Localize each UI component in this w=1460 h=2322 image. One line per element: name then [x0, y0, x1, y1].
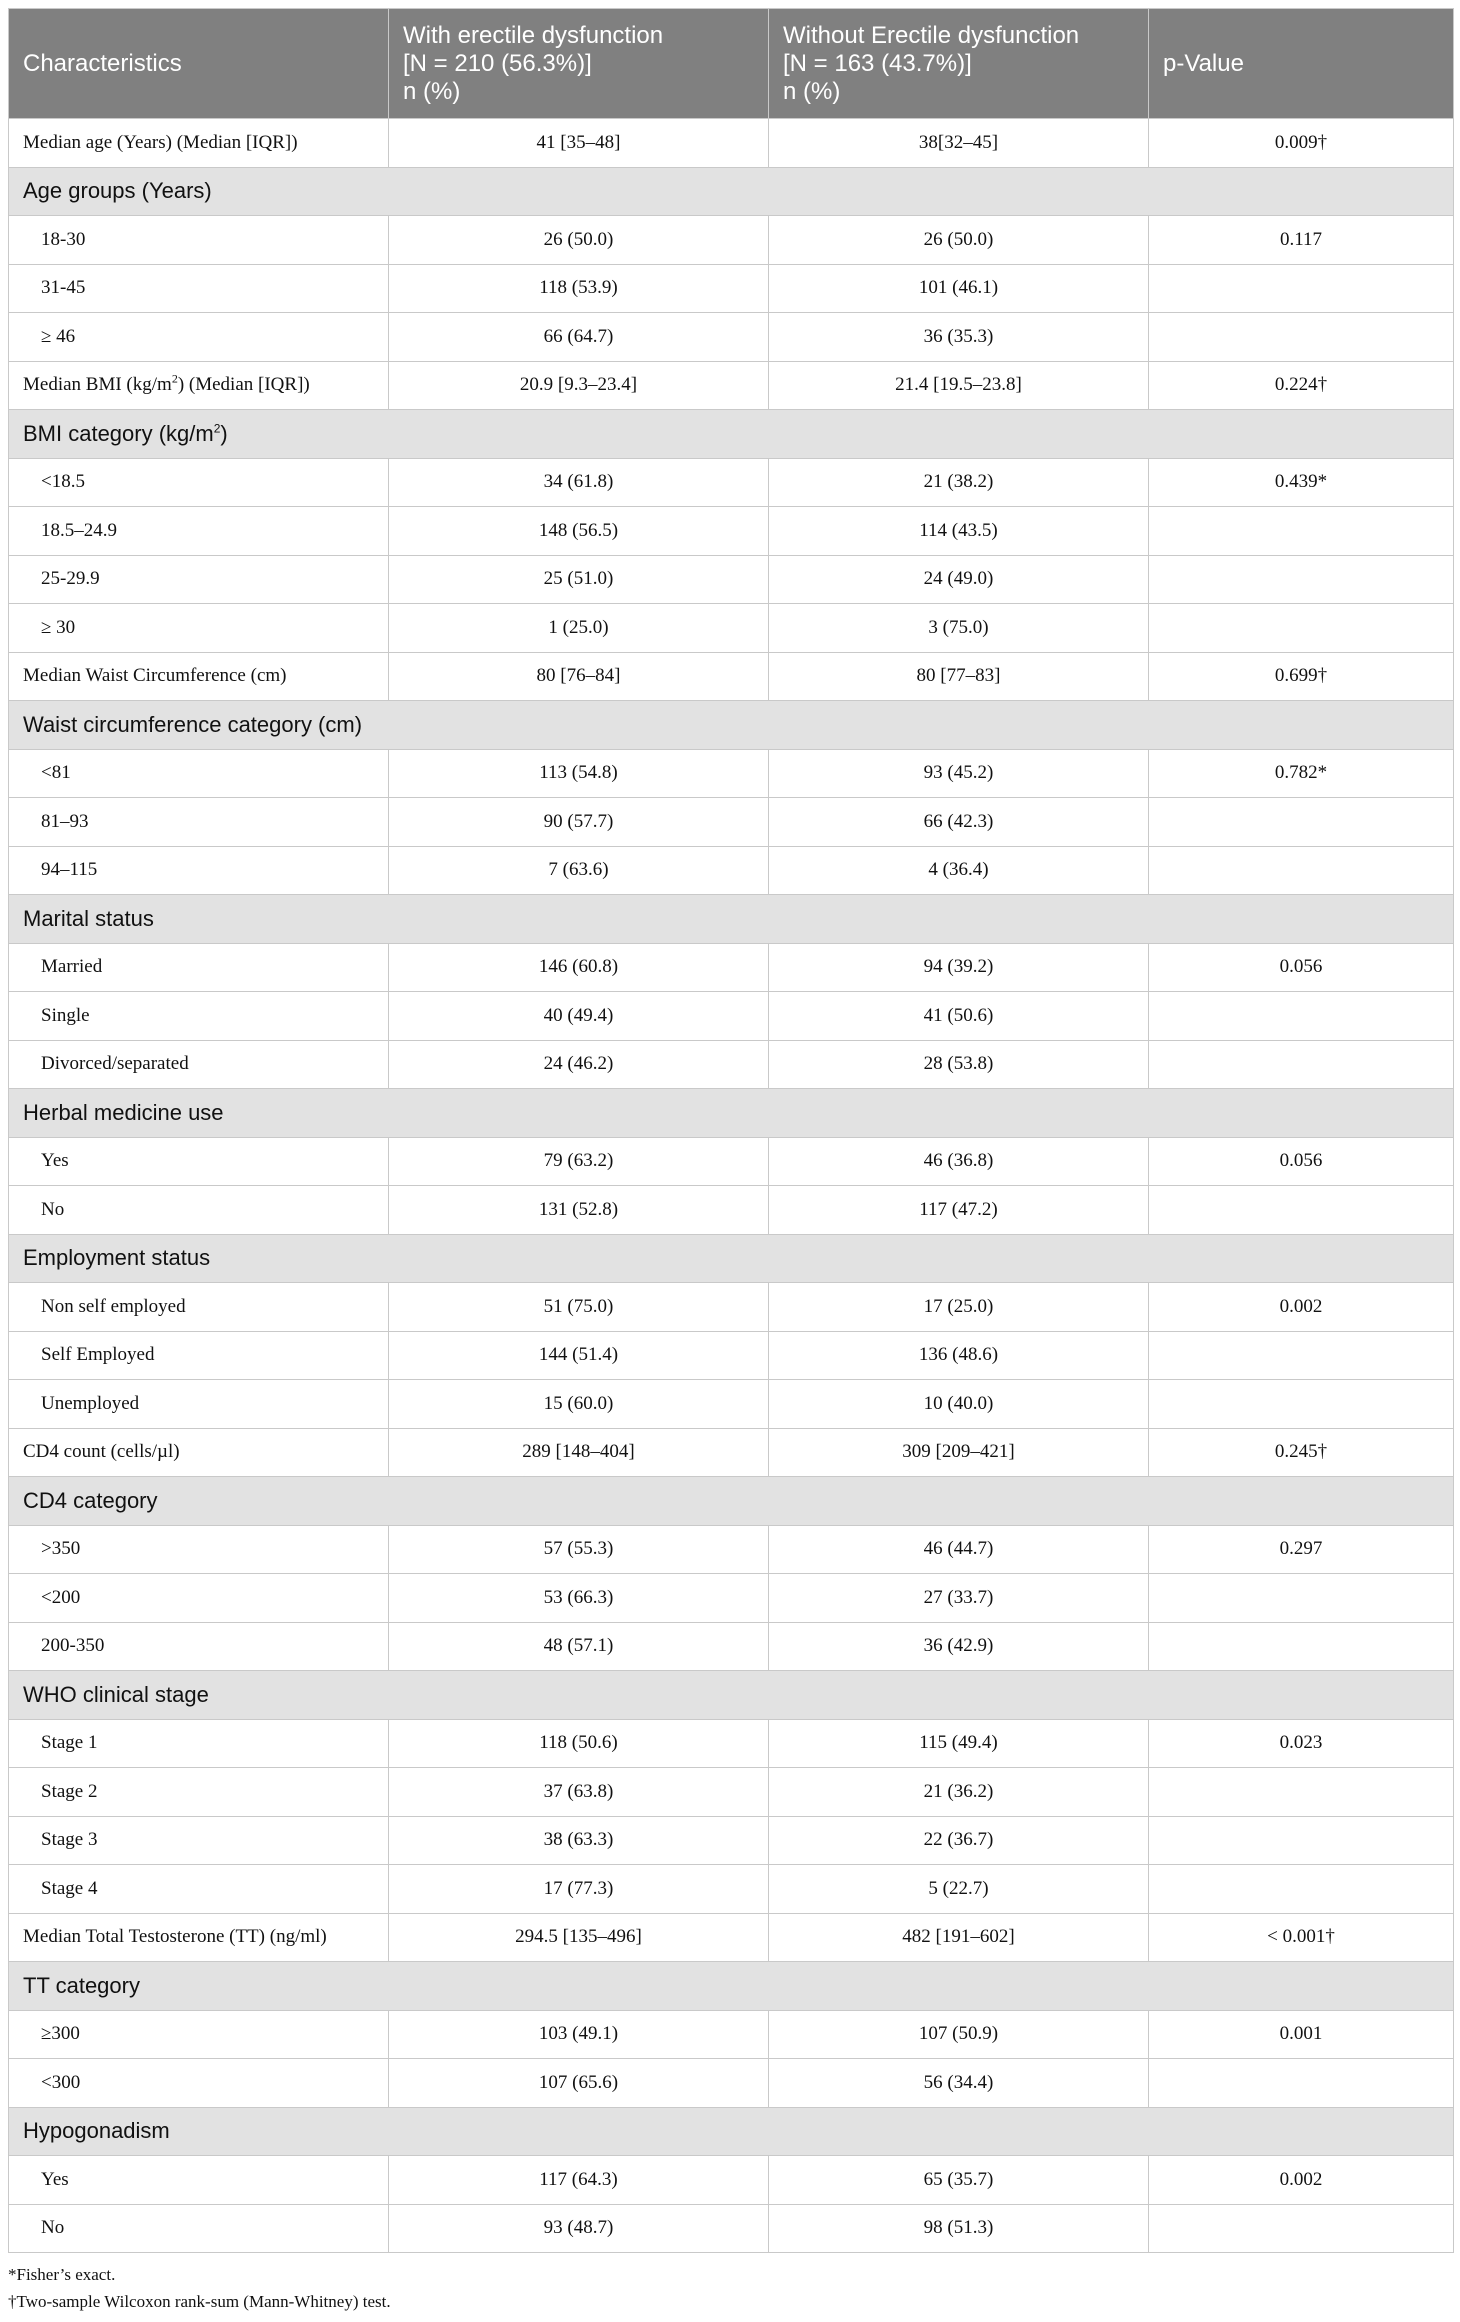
p-value-cell: [1149, 2059, 1454, 2108]
category-row: [9, 895, 1454, 944]
category-label: [9, 895, 1454, 944]
without-ed-cell: 22 (36.7): [769, 1816, 1149, 1865]
p-value-cell: [1149, 555, 1454, 604]
with-ed-cell: 25 (51.0): [389, 555, 769, 604]
without-ed-cell: 107 (50.9): [769, 2010, 1149, 2059]
row-label-text: Waist circumference category (cm): [23, 711, 363, 737]
table-body: [9, 119, 1454, 2253]
category-row: [9, 167, 1454, 216]
without-ed-cell: 5 (22.7): [769, 1865, 1149, 1914]
p-value-cell: 0.002: [1149, 1283, 1454, 1332]
category-row: [9, 2107, 1454, 2156]
subgroup-row: [9, 1331, 1454, 1380]
row-label-text: Unemployed: [41, 1392, 140, 1414]
with-ed-cell: 118 (53.9): [389, 264, 769, 313]
with-ed-cell: 41 [35–48]: [389, 119, 769, 168]
footnote-fisher: *Fisher’s exact.: [8, 2265, 116, 2284]
row-label: [9, 1186, 389, 1235]
category-label: [9, 1962, 1454, 2011]
p-value-cell: [1149, 846, 1454, 895]
without-ed-cell: 98 (51.3): [769, 2204, 1149, 2253]
row-label: [9, 1913, 389, 1962]
p-value-cell: 0.056: [1149, 943, 1454, 992]
row-label: [9, 1768, 389, 1817]
without-ed-cell: 24 (49.0): [769, 555, 1149, 604]
with-ed-cell: 66 (64.7): [389, 313, 769, 362]
row-label-text: Median BMI (kg/m: [23, 374, 172, 396]
table-row: [9, 652, 1454, 701]
with-ed-cell: 15 (60.0): [389, 1380, 769, 1429]
p-value-cell: [1149, 1574, 1454, 1623]
p-value-cell: 0.002: [1149, 2156, 1454, 2205]
row-label-text: Stage 1: [41, 1732, 98, 1754]
footnote-wilcoxon: †Two-sample Wilcoxon rank-sum (Mann-Whitney) test.: [8, 2292, 391, 2311]
row-label-text: Age groups (Years): [23, 178, 212, 204]
header-characteristics: Characteristics: [9, 9, 389, 119]
row-label-text: 18-30: [41, 228, 86, 250]
row-label: [9, 1865, 389, 1914]
table-container: [8, 8, 1453, 2315]
row-label-text: Median Total Testosterone (TT) (ng/ml): [23, 1926, 327, 1948]
with-ed-cell: 117 (64.3): [389, 2156, 769, 2205]
subgroup-row: [9, 2204, 1454, 2253]
subgroup-row: [9, 313, 1454, 362]
row-label: [9, 2059, 389, 2108]
subgroup-row: [9, 2010, 1454, 2059]
without-ed-cell: 46 (44.7): [769, 1525, 1149, 1574]
row-label-text: 18.5–24.9: [41, 519, 117, 541]
row-label-text: Single: [41, 1004, 90, 1026]
with-ed-cell: 57 (55.3): [389, 1525, 769, 1574]
subgroup-row: [9, 458, 1454, 507]
category-row: [9, 1089, 1454, 1138]
row-label: [9, 361, 389, 410]
category-row: [9, 1477, 1454, 1526]
with-ed-cell: 24 (46.2): [389, 1040, 769, 1089]
subgroup-row: [9, 1137, 1454, 1186]
row-label-text: 31-45: [41, 277, 86, 299]
row-label-text: Hypogonadism: [23, 2118, 170, 2144]
without-ed-cell: 46 (36.8): [769, 1137, 1149, 1186]
row-label-text: Stage 3: [41, 1829, 98, 1851]
row-label-text: No: [41, 2217, 65, 2239]
p-value-cell: [1149, 2204, 1454, 2253]
row-label-text: 94–115: [41, 859, 98, 881]
row-label-suffix: ): [220, 420, 228, 446]
p-value-cell: 0.245†: [1149, 1428, 1454, 1477]
row-label: [9, 2204, 389, 2253]
category-row: [9, 1234, 1454, 1283]
category-label: [9, 1234, 1454, 1283]
p-value-cell: [1149, 507, 1454, 556]
subgroup-row: [9, 1768, 1454, 1817]
subgroup-row: [9, 1816, 1454, 1865]
subgroup-row: [9, 1622, 1454, 1671]
subgroup-row: [9, 1040, 1454, 1089]
p-value-cell: 0.699†: [1149, 652, 1454, 701]
row-label-text: WHO clinical stage: [23, 1681, 209, 1707]
category-label: [9, 1089, 1454, 1138]
with-ed-cell: 289 [148–404]: [389, 1428, 769, 1477]
row-label-text: Stage 2: [41, 1780, 98, 1802]
row-label-suffix: ) (Median [IQR]): [177, 374, 310, 396]
without-ed-cell: 115 (49.4): [769, 1719, 1149, 1768]
p-value-cell: [1149, 313, 1454, 362]
with-ed-cell: 1 (25.0): [389, 604, 769, 653]
subgroup-row: [9, 1865, 1454, 1914]
subgroup-row: [9, 846, 1454, 895]
with-ed-cell: 38 (63.3): [389, 1816, 769, 1865]
without-ed-cell: 38[32–45]: [769, 119, 1149, 168]
row-label: [9, 555, 389, 604]
p-value-cell: 0.009†: [1149, 119, 1454, 168]
table-row: [9, 119, 1454, 168]
row-label: [9, 458, 389, 507]
row-label: [9, 507, 389, 556]
header-p-value: p-Value: [1149, 9, 1454, 119]
row-label-text: CD4 count (cells/µl): [23, 1441, 180, 1463]
p-value-cell: 0.782*: [1149, 749, 1454, 798]
row-label: [9, 1040, 389, 1089]
subgroup-row: [9, 798, 1454, 847]
footnotes: [8, 2261, 1453, 2315]
category-label: [9, 701, 1454, 750]
subgroup-row: [9, 992, 1454, 1041]
row-label: [9, 1283, 389, 1332]
p-value-cell: [1149, 798, 1454, 847]
header-with-ed: With erectile dysfunction [N = 210 (56.3%)] n (%): [389, 9, 769, 119]
row-label: [9, 846, 389, 895]
row-label-text: Divorced/separated: [41, 1053, 189, 1075]
p-value-cell: [1149, 1768, 1454, 1817]
row-label-text: Herbal medicine use: [23, 1099, 224, 1125]
without-ed-cell: 101 (46.1): [769, 264, 1149, 313]
p-value-cell: [1149, 992, 1454, 1041]
category-row: [9, 701, 1454, 750]
with-ed-cell: 93 (48.7): [389, 2204, 769, 2253]
header-without-ed: Without Erectile dysfunction [N = 163 (43.7%)] n (%): [769, 9, 1149, 119]
with-ed-cell: 17 (77.3): [389, 1865, 769, 1914]
without-ed-cell: 27 (33.7): [769, 1574, 1149, 1623]
with-ed-cell: 20.9 [9.3–23.4]: [389, 361, 769, 410]
p-value-cell: [1149, 1331, 1454, 1380]
p-value-cell: 0.056: [1149, 1137, 1454, 1186]
row-label-text: 25-29.9: [41, 568, 100, 590]
row-label: [9, 652, 389, 701]
p-value-cell: [1149, 1186, 1454, 1235]
with-ed-cell: 90 (57.7): [389, 798, 769, 847]
row-label: [9, 749, 389, 798]
p-value-cell: 0.117: [1149, 216, 1454, 265]
p-value-cell: [1149, 1816, 1454, 1865]
without-ed-cell: 4 (36.4): [769, 846, 1149, 895]
subgroup-row: [9, 604, 1454, 653]
row-label: [9, 1331, 389, 1380]
superscript: 2: [213, 421, 221, 436]
row-label-text: Non self employed: [41, 1295, 186, 1317]
without-ed-cell: 80 [77–83]: [769, 652, 1149, 701]
without-ed-cell: 117 (47.2): [769, 1186, 1149, 1235]
without-ed-cell: 94 (39.2): [769, 943, 1149, 992]
row-label-text: <200: [41, 1586, 81, 1608]
row-label-text: Marital status: [23, 905, 154, 931]
row-label-text: Employment status: [23, 1245, 211, 1271]
row-label: [9, 1525, 389, 1574]
subgroup-row: [9, 749, 1454, 798]
row-label: [9, 313, 389, 362]
characteristics-table: [8, 8, 1454, 2253]
row-label: [9, 2010, 389, 2059]
with-ed-cell: 79 (63.2): [389, 1137, 769, 1186]
subgroup-row: [9, 2156, 1454, 2205]
subgroup-row: [9, 2059, 1454, 2108]
p-value-cell: 0.001: [1149, 2010, 1454, 2059]
with-ed-cell: 37 (63.8): [389, 1768, 769, 1817]
without-ed-cell: 36 (35.3): [769, 313, 1149, 362]
row-label: [9, 1428, 389, 1477]
without-ed-cell: 136 (48.6): [769, 1331, 1149, 1380]
with-ed-cell: 26 (50.0): [389, 216, 769, 265]
category-row: [9, 1962, 1454, 2011]
row-label-text: <81: [41, 762, 71, 784]
row-label: [9, 604, 389, 653]
with-ed-cell: 7 (63.6): [389, 846, 769, 895]
row-label-text: <300: [41, 2071, 81, 2093]
with-ed-cell: 131 (52.8): [389, 1186, 769, 1235]
header-row: [9, 9, 1454, 119]
row-label: [9, 798, 389, 847]
subgroup-row: [9, 264, 1454, 313]
without-ed-cell: 3 (75.0): [769, 604, 1149, 653]
row-label-text: <18.5: [41, 471, 85, 493]
row-label: [9, 1816, 389, 1865]
without-ed-cell: 65 (35.7): [769, 2156, 1149, 2205]
with-ed-cell: 34 (61.8): [389, 458, 769, 507]
row-label-text: ≥ 46: [41, 325, 76, 347]
row-label: [9, 943, 389, 992]
subgroup-row: [9, 555, 1454, 604]
row-label-text: Yes: [41, 1150, 69, 1172]
with-ed-cell: 80 [76–84]: [389, 652, 769, 701]
table-row: [9, 361, 1454, 410]
row-label-text: 81–93: [41, 810, 89, 832]
without-ed-cell: 21 (36.2): [769, 1768, 1149, 1817]
with-ed-cell: 48 (57.1): [389, 1622, 769, 1671]
row-label-text: ≥300: [41, 2023, 80, 2045]
row-label-text: >350: [41, 1538, 81, 1560]
subgroup-row: [9, 507, 1454, 556]
row-label-text: TT category: [23, 1972, 140, 1998]
row-label: [9, 1622, 389, 1671]
category-label: [9, 2107, 1454, 2156]
row-label-text: BMI category (kg/m: [23, 420, 214, 446]
with-ed-cell: 40 (49.4): [389, 992, 769, 1041]
subgroup-row: [9, 1525, 1454, 1574]
row-label: [9, 1574, 389, 1623]
without-ed-cell: 17 (25.0): [769, 1283, 1149, 1332]
p-value-cell: [1149, 1865, 1454, 1914]
subgroup-row: [9, 1186, 1454, 1235]
category-row: [9, 1671, 1454, 1720]
subgroup-row: [9, 1719, 1454, 1768]
subgroup-row: [9, 1380, 1454, 1429]
row-label-text: No: [41, 1198, 65, 1220]
row-label: [9, 1137, 389, 1186]
with-ed-cell: 146 (60.8): [389, 943, 769, 992]
row-label: [9, 1380, 389, 1429]
table-row: [9, 1913, 1454, 1962]
with-ed-cell: 148 (56.5): [389, 507, 769, 556]
row-label: [9, 1719, 389, 1768]
without-ed-cell: 21.4 [19.5–23.8]: [769, 361, 1149, 410]
row-label: [9, 264, 389, 313]
table-row: [9, 1428, 1454, 1477]
subgroup-row: [9, 1283, 1454, 1332]
p-value-cell: [1149, 1622, 1454, 1671]
p-value-cell: 0.224†: [1149, 361, 1454, 410]
category-label: [9, 1671, 1454, 1720]
row-label-text: 200-350: [41, 1635, 105, 1657]
subgroup-row: [9, 943, 1454, 992]
p-value-cell: [1149, 264, 1454, 313]
p-value-cell: 0.439*: [1149, 458, 1454, 507]
without-ed-cell: 36 (42.9): [769, 1622, 1149, 1671]
without-ed-cell: 309 [209–421]: [769, 1428, 1149, 1477]
with-ed-cell: 113 (54.8): [389, 749, 769, 798]
p-value-cell: [1149, 604, 1454, 653]
category-label: [9, 167, 1454, 216]
without-ed-cell: 10 (40.0): [769, 1380, 1149, 1429]
without-ed-cell: 21 (38.2): [769, 458, 1149, 507]
row-label: [9, 992, 389, 1041]
without-ed-cell: 114 (43.5): [769, 507, 1149, 556]
without-ed-cell: 41 (50.6): [769, 992, 1149, 1041]
with-ed-cell: 294.5 [135–496]: [389, 1913, 769, 1962]
subgroup-row: [9, 216, 1454, 265]
row-label-text: Married: [41, 956, 103, 978]
row-label-text: ≥ 30: [41, 616, 76, 638]
with-ed-cell: 118 (50.6): [389, 1719, 769, 1768]
without-ed-cell: 26 (50.0): [769, 216, 1149, 265]
without-ed-cell: 66 (42.3): [769, 798, 1149, 847]
p-value-cell: < 0.001†: [1149, 1913, 1454, 1962]
subgroup-row: [9, 1574, 1454, 1623]
with-ed-cell: 144 (51.4): [389, 1331, 769, 1380]
p-value-cell: 0.297: [1149, 1525, 1454, 1574]
with-ed-cell: 107 (65.6): [389, 2059, 769, 2108]
without-ed-cell: 56 (34.4): [769, 2059, 1149, 2108]
row-label: [9, 2156, 389, 2205]
p-value-cell: [1149, 1040, 1454, 1089]
without-ed-cell: 482 [191–602]: [769, 1913, 1149, 1962]
category-row: [9, 410, 1454, 459]
row-label-text: Yes: [41, 2168, 69, 2190]
p-value-cell: 0.023: [1149, 1719, 1454, 1768]
superscript: 2: [171, 371, 178, 386]
category-label: [9, 1477, 1454, 1526]
category-label: [9, 410, 1454, 459]
row-label: [9, 216, 389, 265]
with-ed-cell: 103 (49.1): [389, 2010, 769, 2059]
table-header: [9, 9, 1454, 119]
row-label-text: Stage 4: [41, 1877, 98, 1899]
row-label: [9, 119, 389, 168]
row-label-text: Median age (Years) (Median [IQR]): [23, 131, 298, 153]
with-ed-cell: 53 (66.3): [389, 1574, 769, 1623]
p-value-cell: [1149, 1380, 1454, 1429]
row-label-text: Self Employed: [41, 1344, 155, 1366]
without-ed-cell: 93 (45.2): [769, 749, 1149, 798]
with-ed-cell: 51 (75.0): [389, 1283, 769, 1332]
without-ed-cell: 28 (53.8): [769, 1040, 1149, 1089]
row-label-text: Median Waist Circumference (cm): [23, 665, 287, 687]
row-label-text: CD4 category: [23, 1487, 158, 1513]
